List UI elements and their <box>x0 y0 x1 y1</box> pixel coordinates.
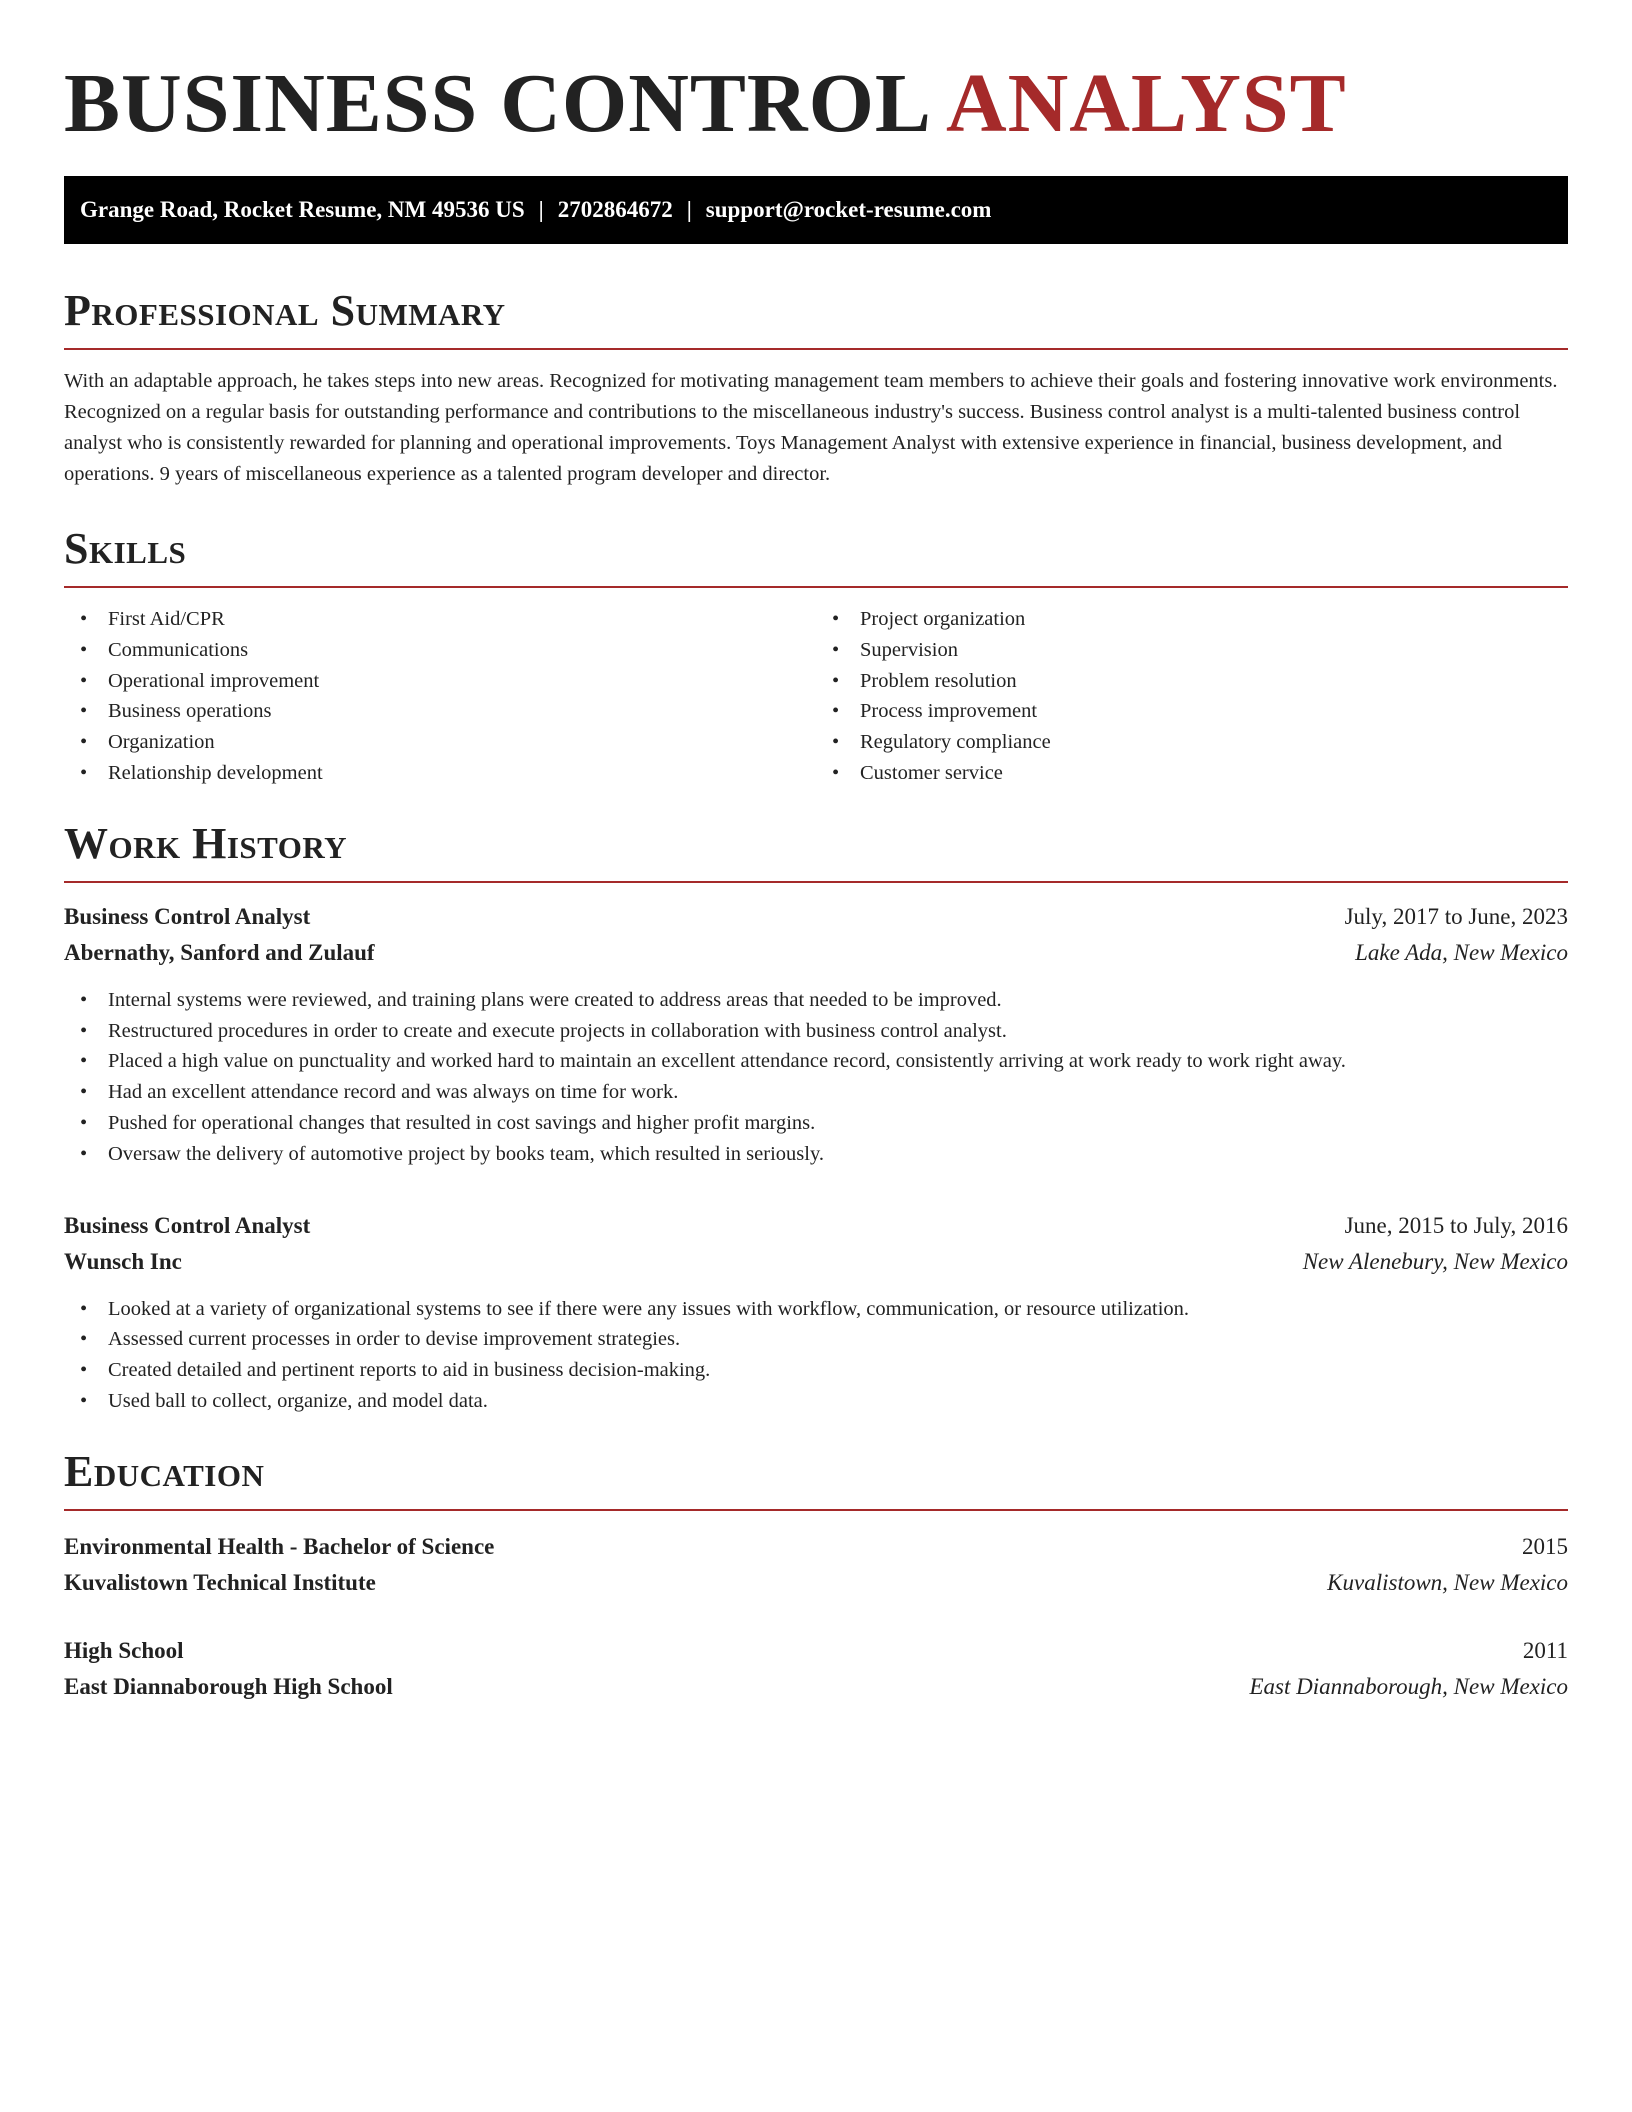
skill-item: • Operational improvement <box>64 666 816 697</box>
skill-item: • Process improvement <box>816 696 1568 727</box>
job-role: Business Control Analyst <box>64 903 311 929</box>
job-bullet: • Internal systems were reviewed, and training plans were created to address areas that needed to be improved. <box>64 985 1568 1016</box>
education-degree: Environmental Health - Bachelor of Science <box>64 1533 495 1559</box>
education-school-row <box>64 1669 1568 1705</box>
education-school: Kuvalistown Technical Institute <box>64 1569 376 1595</box>
job-entry <box>64 1208 1568 1417</box>
contact-separator: | <box>686 197 692 222</box>
education-entry <box>64 1633 1568 1705</box>
job-bullet: • Oversaw the delivery of automotive project by books team, which resulted in seriously. <box>64 1139 1568 1170</box>
job-entry <box>64 899 1568 1170</box>
skill-item: • Problem resolution <box>816 666 1568 697</box>
skill-item: • Business operations <box>64 696 816 727</box>
job-bullet: • Looked at a variety of organizational systems to see if there were any issues with workflow, communication, or resource utilization. <box>64 1294 1568 1325</box>
job-bullet: • Had an excellent attendance record and was always on time for work. <box>64 1077 1568 1108</box>
skill-item: • Project organization <box>816 604 1568 635</box>
job-location: Lake Ada, New Mexico <box>1355 939 1568 965</box>
job-company-row <box>64 935 1568 971</box>
job-bullet: • Assessed current processes in order to devise improvement strategies. <box>64 1324 1568 1355</box>
skill-item: • Supervision <box>816 635 1568 666</box>
skills-heading: Skills <box>64 522 1568 588</box>
contact-address: Grange Road, Rocket Resume, NM 49536 US <box>80 197 525 222</box>
education-location: Kuvalistown, New Mexico <box>1327 1569 1568 1595</box>
job-bullets <box>64 985 1568 1170</box>
job-bullet: • Placed a high value on punctuality and worked hard to maintain an excellent attendance record, consistently arriving at work ready to work right away. <box>64 1046 1568 1077</box>
job-bullet: • Pushed for operational changes that resulted in cost savings and higher profit margins. <box>64 1108 1568 1139</box>
contact-phone: 2702864672 <box>557 197 673 222</box>
job-dates: July, 2017 to June, 2023 <box>1344 903 1568 929</box>
summary-heading: Professional Summary <box>64 284 1568 350</box>
job-dates: June, 2015 to July, 2016 <box>1344 1212 1568 1238</box>
job-title-row <box>64 1208 1568 1244</box>
education-year: 2015 <box>1522 1533 1568 1559</box>
name-last: ANALYST <box>945 57 1347 150</box>
work-history-heading: Work History <box>64 817 1568 883</box>
education-location: East Diannaborough, New Mexico <box>1249 1673 1568 1699</box>
education-list <box>64 1529 1568 1705</box>
education-entry <box>64 1529 1568 1601</box>
education-school: East Diannaborough High School <box>64 1673 393 1699</box>
job-location: New Alenebury, New Mexico <box>1302 1248 1568 1274</box>
skill-item: • Customer service <box>816 758 1568 789</box>
job-title-row <box>64 899 1568 935</box>
work-history-list <box>64 899 1568 1417</box>
education-heading: Education <box>64 1445 1568 1511</box>
contact-bar <box>64 176 1568 244</box>
job-company: Wunsch Inc <box>64 1248 182 1274</box>
job-bullet: • Created detailed and pertinent reports to aid in business decision-making. <box>64 1355 1568 1386</box>
education-year: 2011 <box>1522 1637 1568 1663</box>
skill-item: • Communications <box>64 635 816 666</box>
skills-list <box>64 604 1568 789</box>
education-degree-row <box>64 1529 1568 1565</box>
skills-column-left <box>64 604 816 789</box>
education-degree: High School <box>64 1637 184 1663</box>
skills-column-right <box>816 604 1568 789</box>
skill-item: • First Aid/CPR <box>64 604 816 635</box>
contact-separator: | <box>538 197 544 222</box>
resume-name <box>64 0 1568 152</box>
job-bullets <box>64 1294 1568 1417</box>
education-degree-row <box>64 1633 1568 1669</box>
job-bullet: • Restructured procedures in order to create and execute projects in collaboration with business control analyst. <box>64 1016 1568 1047</box>
job-company: Abernathy, Sanford and Zulauf <box>64 939 375 965</box>
job-role: Business Control Analyst <box>64 1212 311 1238</box>
contact-email: support@rocket-resume.com <box>705 197 992 222</box>
summary-text: With an adaptable approach, he takes steps into new areas. Recognized for motivating management team members to achieve their goals and fostering innovative work environments. Recognized on a regular basis for outstanding performance and contributions to the miscellaneous industry's success. Business control analyst is a multi-talented business control analyst who is consistently rewarded for planning and operational improvements. Toys Management Analyst with extensive experience in financial, business development, and operations. 9 years of miscellaneous experience as a talented program developer and director. <box>64 370 1558 485</box>
name-first: BUSINESS CONTROL <box>64 57 932 150</box>
skill-item: • Relationship development <box>64 758 816 789</box>
job-company-row <box>64 1244 1568 1280</box>
skill-item: • Regulatory compliance <box>816 727 1568 758</box>
education-school-row <box>64 1565 1568 1601</box>
job-bullet: • Used ball to collect, organize, and model data. <box>64 1386 1568 1417</box>
skill-item: • Organization <box>64 727 816 758</box>
